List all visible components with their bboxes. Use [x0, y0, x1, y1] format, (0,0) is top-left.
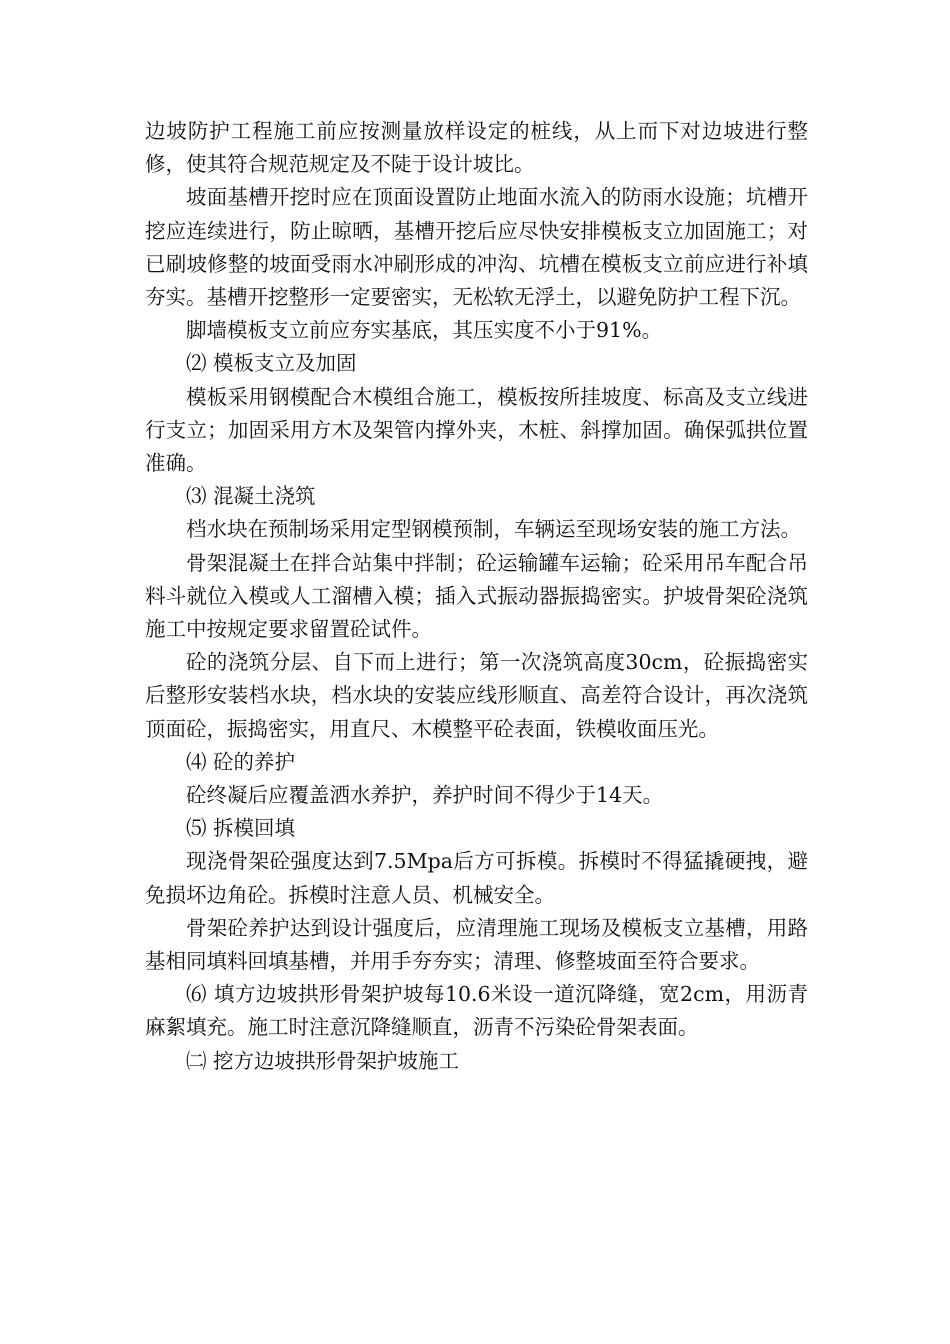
paragraph-settlement-joint: ⑹ 填方边坡拱形骨架护坡每10.6米设一道沉降缝，宽2cm，用沥青麻絮填充。施工时注意沉降缝顺直，沥青不污染砼骨架表面。	[145, 982, 808, 1040]
paragraph-footwall-compaction: 脚墙模板支立前应夯实基底，其压实度不小于91%。	[186, 318, 663, 343]
heading-cut-slope-protection: ㈡ 挖方边坡拱形骨架护坡施工	[186, 1048, 460, 1073]
heading-formwork: ⑵ 模板支立及加固	[186, 351, 357, 376]
paragraph-skeleton-concrete: 骨架混凝土在拌合站集中拌制；砼运输罐车运输；砼采用吊车配合吊料斗就位入模或人工溜槽入模；插入式振动器振捣密实。护坡骨架砼浇筑施工中按规定要求留置砼试件。	[145, 550, 808, 642]
paragraph-layered-pouring: 砼的浇筑分层、自下而上进行；第一次浇筑高度30cm，砼振捣密实后整形安装档水块，档水块的安装应线形顺直、高差符合设计，再次浇筑顶面砼，振捣密实，用直尺、木模整平砼表面，铁模收面压光。	[145, 650, 808, 741]
heading-curing: ⑷ 砼的养护	[186, 749, 296, 774]
paragraph-formwork: 模板采用钢模配合木模组合施工，模板按所挂坡度、标高及支立线进行支立；加固采用方木及架管内撑外夹，木桩、斜撑加固。确保弧拱位置准确。	[145, 384, 808, 476]
paragraph-backfill: 骨架砼养护达到设计强度后，应清理施工现场及模板支立基槽，用路基相同填料回填基槽，并用手夯夯实；清理、修整坡面至符合要求。	[145, 915, 808, 974]
paragraph-slope-trimming: 边坡防护工程施工前应按测量放样设定的桩线，从上而下对边坡进行整修，使其符合规范规定及不陡于设计坡比。	[145, 119, 808, 177]
document-body	[145, 115, 808, 1078]
heading-demolding-backfill: ⑸ 拆模回填	[186, 816, 296, 841]
heading-concrete-pouring: ⑶ 混凝土浇筑	[186, 484, 316, 509]
paragraph-curing: 砼终凝后应覆盖洒水养护，养护时间不得少于14天。	[186, 783, 664, 808]
paragraph-trench-excavation: 坡面基槽开挖时应在顶面设置防止地面水流入的防雨水设施；坑槽开挖应连续进行，防止晾晒，基槽开挖后应尽快安排模板支立加固施工；对已刷坡修整的坡面受雨水冲刷形成的冲沟、坑槽在模板支立前应进行补填夯实。基槽开挖整形一定要密实，无松软无浮土，以避免防护工程下沉。	[145, 185, 808, 310]
paragraph-water-block-precast: 档水块在预制场采用定型钢模预制，车辆运至现场安装的施工方法。	[186, 517, 801, 542]
paragraph-demolding: 现浇骨架砼强度达到7.5Mpa后方可拆模。拆模时不得猛撬硬拽，避免损坏边角砼。拆模时注意人员、机械安全。	[145, 849, 808, 907]
